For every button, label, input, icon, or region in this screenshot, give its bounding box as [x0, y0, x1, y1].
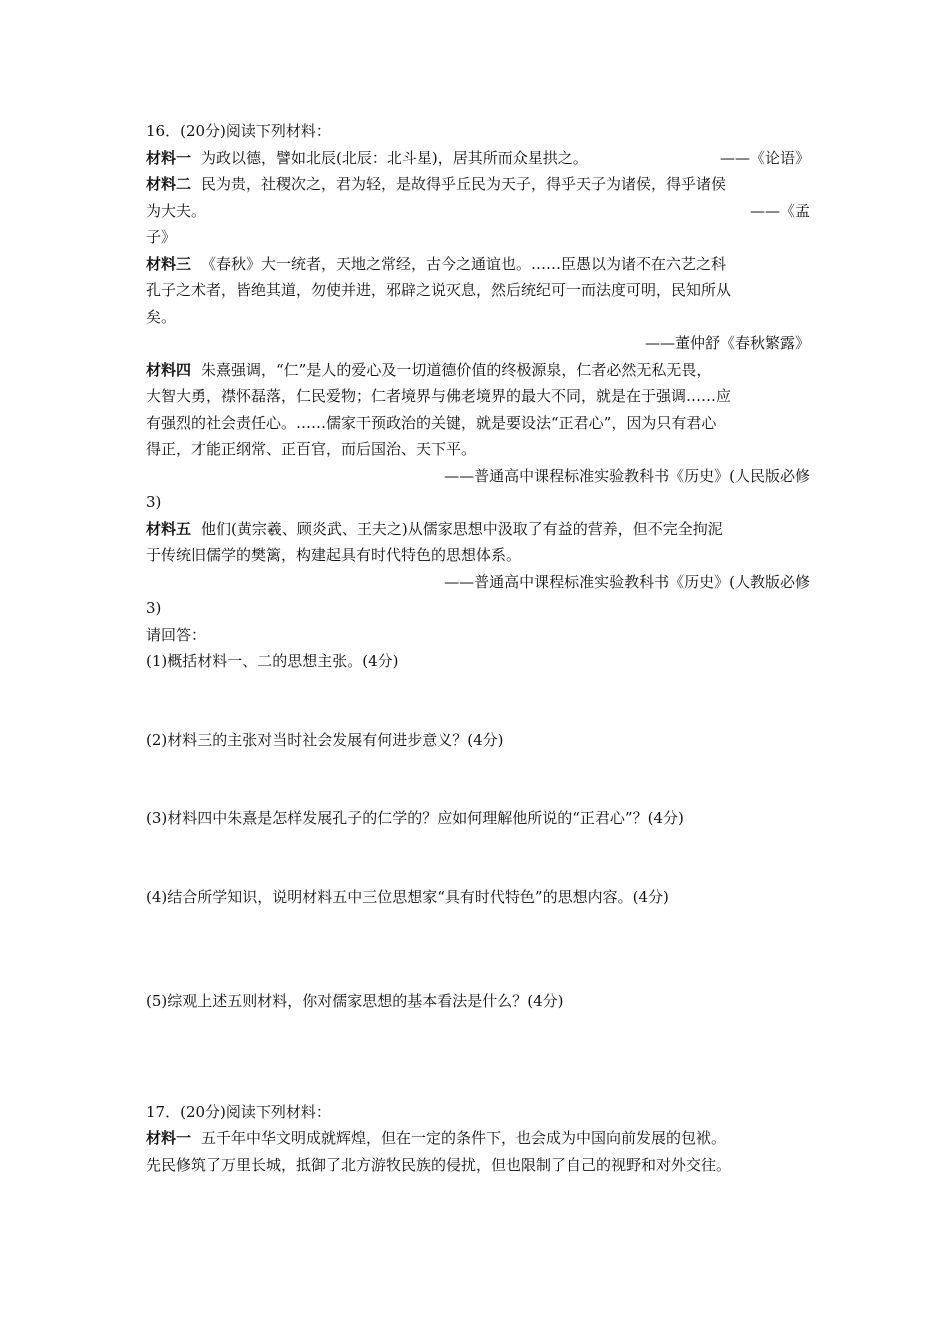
sub-question-3: (3)材料四中朱熹是怎样发展孔子的仁学的？应如何理解他所说的“正君心”？(4分)	[146, 809, 684, 827]
material-label: 材料五	[146, 519, 192, 538]
answer-prompt: 请回答：	[146, 625, 207, 644]
material-source-cont: 子》	[146, 228, 177, 246]
material-text: 《春秋》大一统者，天地之常经，古今之通谊也。……臣愚以为诸不在六艺之科	[201, 254, 727, 273]
q17-material-1-line1	[146, 1125, 810, 1152]
material-text: 孔子之术者，皆绝其道，勿使并进，邪辟之说灭息，然后统纪可一而法度可明，民知所从	[146, 281, 732, 299]
material-label: 材料一	[146, 148, 192, 167]
material-label: 材料三	[146, 254, 192, 273]
exam-page	[146, 118, 810, 1178]
material-source-cont: 3)	[146, 599, 162, 617]
material-source: ——《论语》	[719, 148, 810, 167]
material-source: ——普通高中课程标准实验教科书《历史》(人民版必修	[444, 466, 810, 485]
material-text: 他们(黄宗羲、顾炎武、王夫之)从儒家思想中汲取了有益的营养，但不完全拘泥	[201, 519, 723, 538]
q16-material-3-line1	[146, 251, 810, 278]
q16-material-1	[146, 145, 810, 172]
material-label: 材料二	[146, 175, 192, 193]
q16-material-2-line2	[146, 198, 810, 225]
material-text: 为政以德，譬如北辰(北辰：北斗星)，居其所而众星拱之。	[201, 148, 588, 167]
material-text: 大智大勇，襟怀磊落，仁民爱物；仁者境界与佛老境界的最大不同，就是在于强调……应	[146, 387, 732, 405]
q16-header: 16．(20分)阅读下列材料：	[146, 122, 331, 140]
material-text: 朱熹强调，“仁”是人的爱心及一切道德价值的终极源泉，仁者必然无私无畏，	[201, 360, 712, 379]
material-text: 先民修筑了万里长城，抵御了北方游牧民族的侵扰，但也限制了自己的视野和对外交往。	[146, 1155, 732, 1174]
q16-material-5-line1	[146, 516, 810, 543]
sub-question-1: (1)概括材料一、二的思想主张。(4分)	[146, 652, 399, 670]
material-text: 民为贵，社稷次之，君为轻，是故得乎丘民为天子，得乎天子为诸侯，得乎诸侯	[201, 175, 727, 193]
material-source: ——董仲舒《春秋繁露》	[644, 334, 810, 352]
sub-question-2: (2)材料三的主张对当时社会发展有何进步意义？(4分)	[146, 730, 504, 749]
material-label: 材料一	[146, 1129, 192, 1147]
material-text: 五千年中华文明成就辉煌，但在一定的条件下，也会成为中国向前发展的包袱。	[201, 1129, 727, 1147]
material-text: 为大夫。	[146, 201, 207, 220]
material-text: 有强烈的社会责任心。……儒家干预政治的关键，就是要设法“正君心”，因为只有君心	[146, 413, 717, 432]
material-text: 于传统旧儒学的樊篱，构建起具有时代特色的思想体系。	[146, 546, 522, 564]
q16-material-2-line1	[146, 171, 810, 198]
material-source: ——普通高中课程标准实验教科书《历史》(人教版必修	[444, 572, 810, 591]
material-text: 矣。	[146, 307, 177, 326]
material-text: 得正，才能正纲常、正百官，而后国治、天下平。	[146, 440, 477, 458]
sub-question-4: (4)结合所学知识，说明材料五中三位思想家“具有时代特色”的思想内容。(4分)	[146, 887, 669, 906]
sub-question-5: (5)综观上述五则材料，你对儒家思想的基本看法是什么？(4分)	[146, 992, 564, 1010]
material-label: 材料四	[146, 360, 192, 379]
material-source-cont: 3)	[146, 493, 162, 511]
q17-header: 17．(20分)阅读下列材料：	[146, 1102, 331, 1121]
q16-material-4-line1	[146, 357, 810, 384]
material-source: ——《孟	[749, 201, 810, 220]
